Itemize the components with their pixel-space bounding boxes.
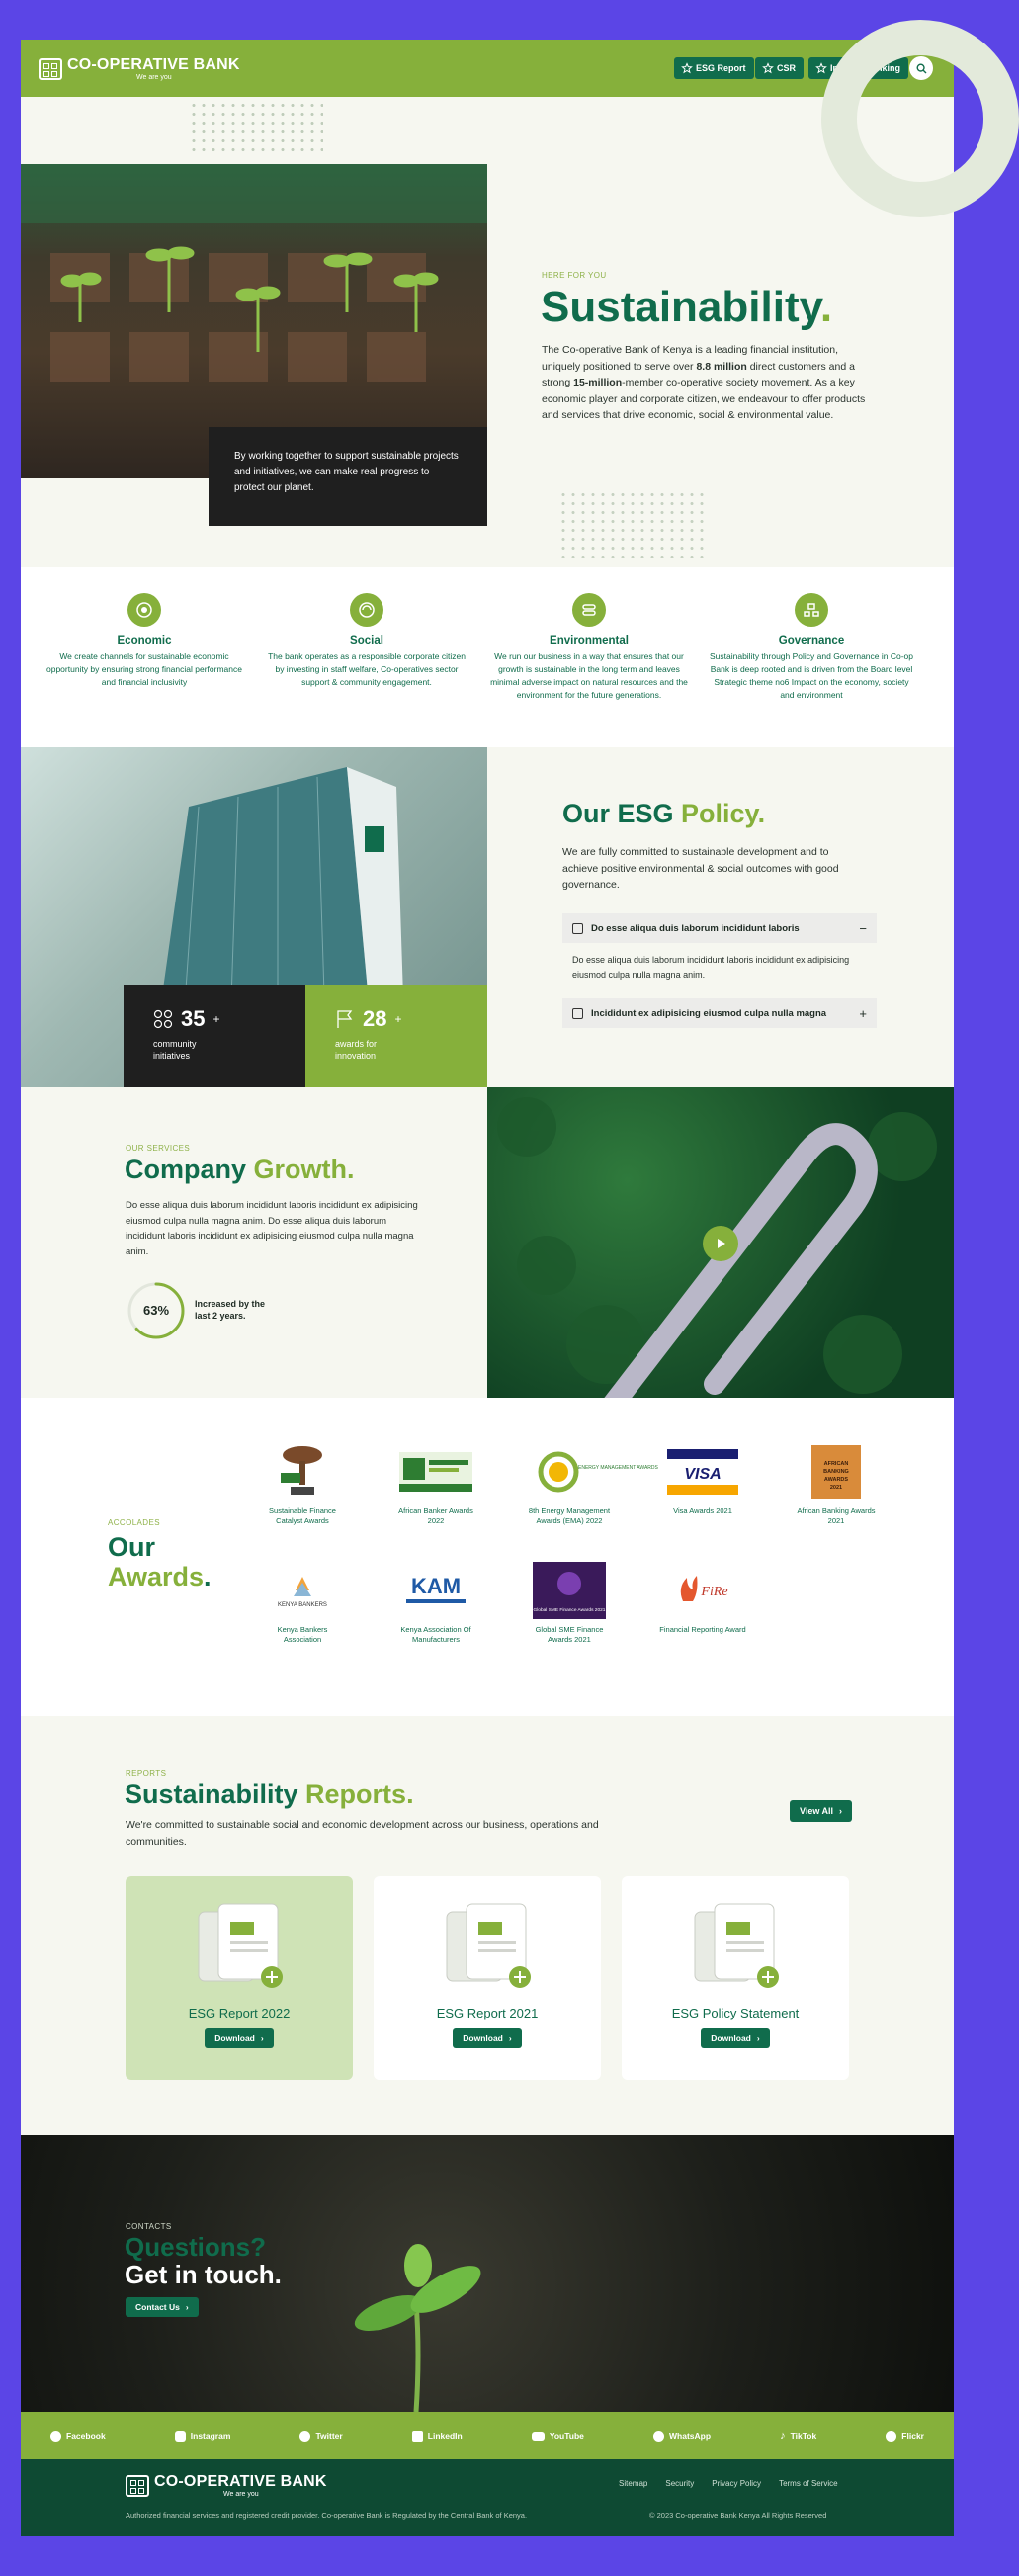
footer-copyright: © 2023 Co-operative Bank Kenya All Rights Reserved (649, 2511, 827, 2520)
accordion-item-1[interactable]: Do esse aliqua duis laborum incididunt laboris − (562, 913, 877, 943)
document-icon (185, 1898, 294, 1993)
document-icon (433, 1898, 542, 1993)
svg-text:ENERGY MANAGEMENT AWARDS: ENERGY MANAGEMENT AWARDS (578, 1465, 658, 1471)
whatsapp-icon (653, 2431, 664, 2442)
social-bar (21, 2412, 954, 2459)
social-icon (350, 593, 383, 627)
dot-pattern (558, 490, 707, 559)
social-linkedin[interactable]: LinkedIn (412, 2431, 463, 2442)
star-icon (816, 63, 826, 73)
flag-icon (335, 1009, 355, 1029)
internet-banking-button[interactable]: Internet Banking (808, 57, 908, 79)
hero-overlay-card: By working together to support sustainable projects and initiatives, we can make real progress to protect our planet. (209, 427, 487, 526)
social-tiktok[interactable]: ♪ TikTok (780, 2430, 817, 2442)
pillar-social: Social The bank operates as a responsible corporate citizen by investing in staff welfare, Co-operatives sector support & community engagement. (263, 593, 470, 689)
logo-mark-icon (39, 58, 62, 80)
chevron-right-icon: › (260, 2033, 264, 2043)
download-button[interactable]: Download › (205, 2028, 273, 2048)
page-frame (21, 40, 954, 2536)
footer-link-terms[interactable]: Terms of Service (779, 2479, 838, 2488)
svg-text:BANKING: BANKING (823, 1469, 849, 1475)
environmental-icon (572, 593, 606, 627)
award-kam: KAM Kenya Association Of Manufacturers (391, 1562, 480, 1645)
svg-text:FiRe: FiRe (701, 1585, 728, 1599)
flickr-icon (886, 2431, 896, 2442)
collapse-icon: − (859, 920, 867, 936)
footer-legal: Authorized financial services and registered credit provider. Co-operative Bank is Regulated by the Central Bank of Kenya. (126, 2511, 528, 2520)
document-icon (572, 1008, 583, 1019)
award-sustainable-finance: Sustainable Finance Catalyst Awards (258, 1443, 347, 1526)
contact-line-2: Get in touch. (125, 2260, 282, 2289)
csr-button[interactable]: CSR (755, 57, 804, 79)
award-african-banking: AFRICAN BANKING AWARDS 2021 African Banking Awards 2021 (792, 1443, 881, 1526)
aba-logo (809, 1443, 863, 1501)
forest-road-video[interactable] (487, 1087, 954, 1398)
decorative-ring (821, 20, 1019, 217)
linkedin-icon (412, 2431, 423, 2442)
stat-community: 35 + community initiatives (124, 985, 305, 1087)
view-all-button[interactable]: View All › (790, 1800, 852, 1822)
hero-title: Sustainability. (541, 283, 833, 331)
award-global-sme: Global SME Finance Awards 2021 Global SME Finance Awards 2021 (525, 1562, 614, 1645)
contact-us-button[interactable]: Contact Us › (126, 2297, 199, 2317)
footer-link-security[interactable]: Security (665, 2479, 695, 2488)
pillar-environmental: Environmental We run our business in a way that ensures that our growth is sustainable in the long term and leaves minimal adverse impact on natural resources and the environment for the future generations. (485, 593, 693, 702)
chevron-right-icon: › (185, 2302, 189, 2312)
logo[interactable] (39, 56, 240, 81)
visa-logo (667, 1449, 738, 1495)
award-visa: VISA Visa Awards 2021 (658, 1443, 747, 1516)
reports-eyebrow: REPORTS (126, 1769, 167, 1778)
report-card-policy[interactable]: ESG Policy Statement Download › (622, 1876, 849, 2080)
contact-eyebrow: CONTACTS (126, 2222, 172, 2231)
download-button[interactable]: Download › (701, 2028, 769, 2048)
reports-text: We're committed to sustainable social and economic development across our business, operations and communities. (126, 1819, 599, 1847)
kba-logo (268, 1571, 337, 1610)
hero-eyebrow: HERE FOR YOU (542, 271, 607, 280)
footer-links (619, 2479, 838, 2488)
tiktok-icon: ♪ (780, 2430, 786, 2442)
growth-percent: 63% (142, 1303, 170, 1318)
chevron-right-icon: › (508, 2033, 512, 2043)
reports-title: Sustainability Reports. (125, 1779, 414, 1809)
social-facebook[interactable]: Facebook (50, 2431, 106, 2442)
african-banker-logo (399, 1452, 472, 1492)
site-header (21, 40, 954, 97)
play-button[interactable] (703, 1226, 738, 1261)
twitter-icon (299, 2431, 310, 2442)
accordion-item-2[interactable]: Incididunt ex adipisicing eiusmod culpa nulla magna + (562, 998, 877, 1028)
governance-icon (795, 593, 828, 627)
award-financial-reporting: FiRe Financial Reporting Award (658, 1562, 747, 1635)
report-card-2021[interactable]: ESG Report 2021 Download › (374, 1876, 601, 2080)
youtube-icon (532, 2432, 545, 2441)
esg-report-button[interactable]: ESG Report (674, 57, 754, 79)
growth-title: Company Growth. (125, 1155, 355, 1184)
accordion-answer-1: Do esse aliqua duis laborum incididunt laboris incididunt ex adipisicing eiusmod culpa nulla magna anim. (572, 955, 850, 980)
social-youtube[interactable]: YouTube (532, 2431, 584, 2441)
kam-logo (400, 1568, 471, 1613)
expand-icon: + (859, 1005, 867, 1021)
svg-text:Global SME Finance Awards 2021: Global SME Finance Awards 2021 (533, 1608, 606, 1613)
growth-eyebrow: OUR SERVICES (126, 1144, 191, 1153)
star-icon (682, 63, 692, 73)
dot-pattern (189, 101, 323, 152)
logo-tagline: We are you (136, 74, 172, 81)
award-african-banker: African Banker Awards 2022 (391, 1443, 480, 1526)
contact-line-1: Questions? (125, 2232, 267, 2262)
growth-percent-label: Increased by the last 2 years. (195, 1299, 266, 1321)
facebook-icon (50, 2431, 61, 2442)
policy-text: We are fully committed to sustainable development and to achieve positive environmental & social outcomes with good governance. (562, 846, 839, 891)
policy-title: Our ESG Policy. (562, 799, 766, 828)
growth-progress-ring (126, 1280, 187, 1341)
chevron-right-icon: › (756, 2033, 760, 2043)
logo-text: CO-OPERATIVE BANK (67, 56, 240, 73)
trophy-icon (273, 1443, 332, 1501)
economic-icon (127, 593, 161, 627)
play-icon (715, 1238, 726, 1249)
logo-mark-icon (126, 2475, 149, 2497)
fire-logo (667, 1568, 738, 1613)
svg-text:2021: 2021 (829, 1485, 843, 1491)
document-icon (572, 923, 583, 934)
award-energy-management: ENERGY MANAGEMENT AWARDS 8th Energy Management Awards (EMA) 2022 (525, 1443, 614, 1526)
community-icon (153, 1009, 173, 1029)
report-card-2022[interactable]: ESG Report 2022 Download › (126, 1876, 353, 2080)
contact-section (21, 2135, 954, 2412)
download-button[interactable]: Download › (453, 2028, 521, 2048)
chevron-right-icon: › (839, 1806, 843, 1816)
pillar-governance: Governance Sustainability through Policy and Governance in Co-op Bank is deep rooted and is driven from the Board level Strategic theme no6 Impact on the economy, society and environment (708, 593, 915, 702)
hero-paragraph: The Co-operative Bank of Kenya is a leading financial institution, uniquely positioned to serve over 8.8 million direct customers and a strong 15-million-member co-operative society movement. As a key economic player and corporate citizen, we endeavour to offer products and services that drive economic, social & environmental value. (542, 344, 866, 421)
site-footer (21, 2459, 954, 2536)
gsme-logo (533, 1562, 606, 1619)
social-flickr[interactable]: Flickr (886, 2431, 924, 2442)
footer-logo[interactable]: CO-OPERATIVE BANK We are you (126, 2473, 327, 2498)
svg-text:KENYA BANKERS: KENYA BANKERS (278, 1602, 327, 1608)
social-instagram[interactable]: Instagram (175, 2431, 231, 2442)
star-icon (763, 63, 773, 73)
esg-pillars (21, 567, 954, 747)
awards-title: Our Awards. (108, 1532, 212, 1591)
footer-link-privacy[interactable]: Privacy Policy (712, 2479, 762, 2488)
awards-section (21, 1398, 954, 1716)
award-kenya-bankers: KENYA BANKERS Kenya Bankers Association (258, 1562, 347, 1645)
awards-eyebrow: ACCOLADES (108, 1518, 160, 1527)
social-whatsapp[interactable]: WhatsApp (653, 2431, 711, 2442)
svg-text:AFRICAN: AFRICAN (823, 1461, 849, 1467)
svg-text:KAM: KAM (410, 1574, 462, 1598)
growth-text: Do esse aliqua duis laborum incididunt laboris incididunt ex adipisicing eiusmod culpa nulla magna anim. Do esse aliqua duis laborum incididunt laboris incididunt ex adipisicing eiusmod culpa nulla magna anim. (126, 1200, 418, 1257)
instagram-icon (175, 2431, 186, 2442)
document-icon (681, 1898, 790, 1993)
svg-text:AWARDS: AWARDS (823, 1477, 849, 1483)
pillar-economic: Economic We create channels for sustainable economic opportunity by ensuring strong financial performance and financial inclusivity (41, 593, 248, 689)
stat-awards: 28 + awards for innovation (305, 985, 487, 1087)
social-twitter[interactable]: Twitter (299, 2431, 342, 2442)
svg-text:VISA: VISA (684, 1466, 722, 1483)
footer-link-sitemap[interactable]: Sitemap (619, 2479, 648, 2488)
